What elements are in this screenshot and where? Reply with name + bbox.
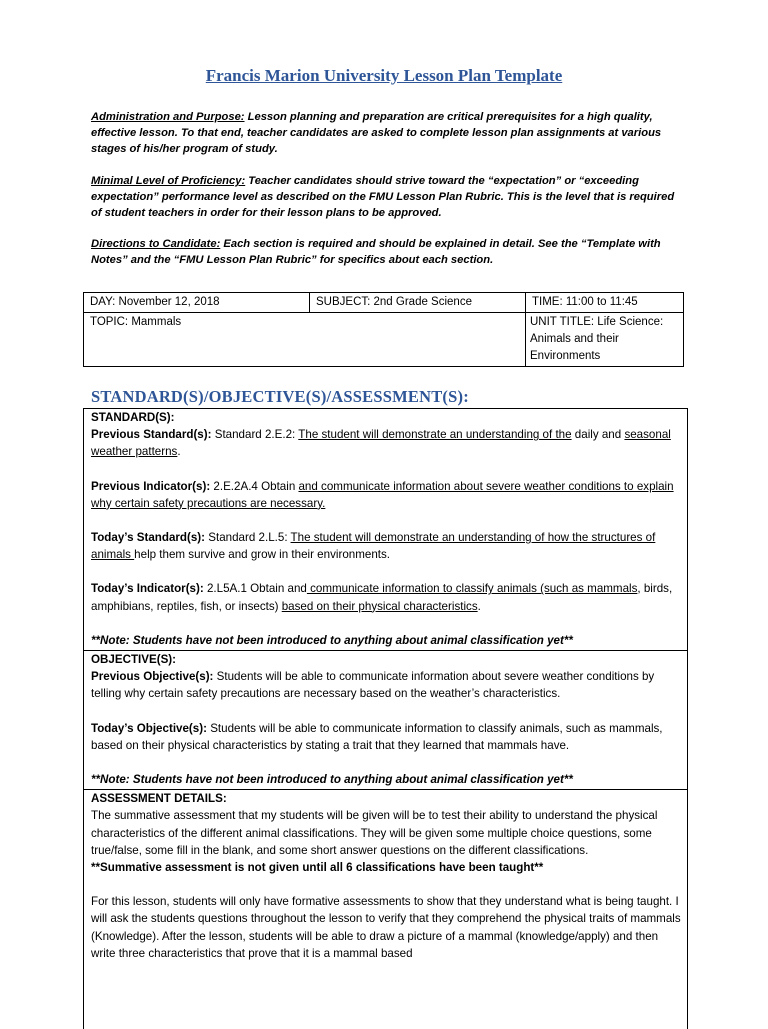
intro-directions [91,236,681,268]
objectives-cell [84,651,687,790]
intro-text: Teacher candidates should strive toward the “expectation” or “exceeding expectation” performance level as described on the FMU Lesson Plan Rubric. This is the level that is required of student teachers in order for their lesson plans to be approved. [91,175,675,219]
intro-proficiency [91,173,681,221]
standards-objectives-assessment-table [83,408,688,1029]
intro-administration [91,109,681,157]
todays-standard: Today’s Standard(s): Standard 2.L.5: The student will demonstrate an understanding of how the structures of animals help them survive and grow in their environments. [91,531,656,562]
section-heading: STANDARD(S)/OBJECTIVE(S)/ASSESSMENT(S): [91,387,469,406]
previous-indicator: Previous Indicator(s): 2.E.2A.4 Obtain and communicate information about severe weather conditions to explain why certain safety precautions are necessary. [91,479,674,510]
time-cell: TIME: 11:00 to 11:45 [526,293,684,313]
previous-objective: Previous Objective(s): Students will be able to communicate information about severe weather conditions by telling why certain safety precautions are necessary based on the weather’s characteristics. [91,670,655,701]
assessment-formative: For this lesson, students will only have formative assessments to show that they understand what is being taught. I will ask the students questions throughout the lesson to verify that they comprehend the physical traits of mammals (Knowledge). After the lesson, students will be able to draw a picture of a mammal (knowledge/apply) and then write three characteristics that prove that it is a mammal based [91,895,681,960]
todays-indicator: Today’s Indicator(s): 2.L5A.1 Obtain and communicate information to classify animals (such as mammals, birds, amphibians, reptiles, fish, or insects) based on their physical characteristics. [91,582,673,613]
assessment-cell [84,790,687,963]
topic-cell: TOPIC: Mammals [84,313,526,367]
intro-text: Lesson planning and preparation are critical prerequisites for a high quality, effective lesson. To that end, teacher candidates are asked to complete lesson plan assignments at various stages of his/her program of study. [91,111,662,155]
standards-note: **Note: Students have not been introduced to anything about animal classification yet** [91,633,573,647]
intro-heading: Administration and Purpose: [91,111,245,123]
unit-title-cell: UNIT TITLE: Life Science: Animals and their Environments [526,313,684,367]
objectives-note: **Note: Students have not been introduced to anything about animal classification yet** [91,773,573,787]
intro-heading: Minimal Level of Proficiency: [91,175,246,187]
day-cell: DAY: November 12, 2018 [84,293,310,313]
page-title: Francis Marion University Lesson Plan Template [205,66,563,85]
assessment-note: **Summative assessment is not given until all 6 classifications have been taught** [91,861,544,875]
assessment-label: ASSESSMENT DETAILS: [91,792,227,806]
intro-text: Each section is required and should be explained in detail. See the “Template with Notes” and the “FMU Lesson Plan Rubric” for specifics about each section. [91,238,661,266]
previous-standard: Previous Standard(s): Standard 2.E.2: The student will demonstrate an understanding of the daily and seasonal weather patterns. [91,428,671,459]
subject-cell: SUBJECT: 2nd Grade Science [310,293,526,313]
assessment-summative: The summative assessment that my students will be given will be to test their ability to understand the physical characteristics of the different animal classifications. They will be given some multiple choice questions, some true/false, some fill in the blank, and some short answer questions on the different classifications. [91,809,658,857]
standards-cell [84,409,687,651]
todays-objective: Today’s Objective(s): Students will be able to communicate information to classify animals, such as mammals, based on their physical characteristics by stating a trait that they learned that mammals have. [91,721,663,752]
standards-label: STANDARD(S): [91,411,175,424]
objectives-label: OBJECTIVE(S): [91,653,177,667]
intro-heading: Directions to Candidate: [91,238,221,250]
lesson-info-table [83,292,684,367]
